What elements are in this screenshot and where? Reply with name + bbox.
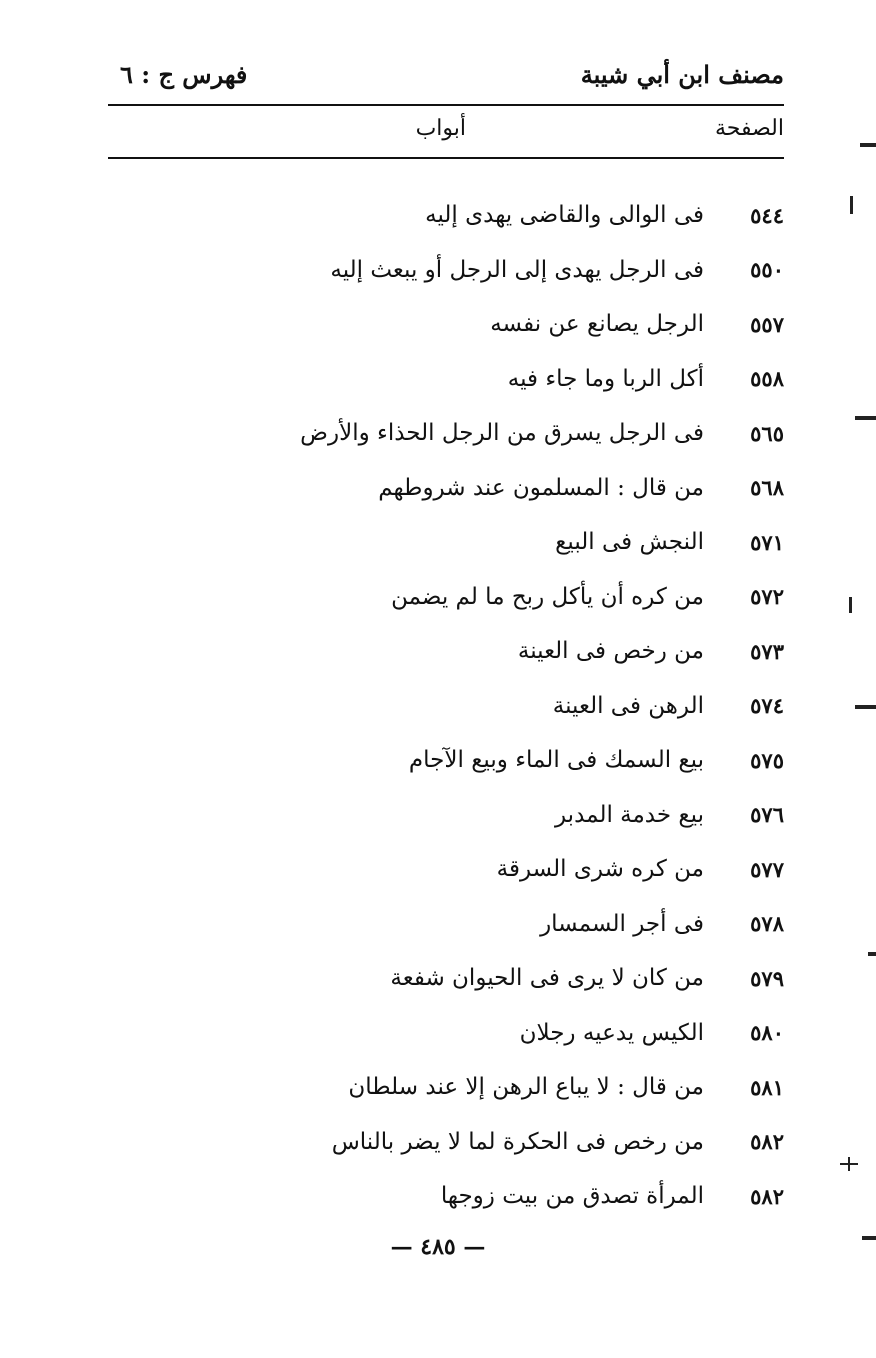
entry-page-number: ٥٥٨	[750, 366, 784, 392]
entry-page-number: ٥٧٤	[750, 693, 784, 719]
index-entry	[108, 951, 784, 1006]
entry-page-number: ٥٥٠	[750, 257, 784, 283]
index-entry	[108, 243, 784, 298]
entry-page-number: ٥٤٤	[750, 202, 784, 228]
entry-page-number: ٥٨١	[750, 1074, 784, 1100]
entry-title: من قال : المسلمون عند شروطهم	[378, 474, 704, 501]
index-entry	[108, 406, 784, 461]
entry-page-number: ٥٧٧	[750, 856, 784, 882]
margin-mark	[850, 196, 853, 214]
margin-mark	[848, 1157, 850, 1171]
entry-page-number: ٥٧٣	[750, 638, 784, 664]
index-entry	[108, 733, 784, 788]
margin-mark	[855, 416, 876, 420]
entry-page-number: ٥٧٢	[750, 584, 784, 610]
entry-page-number: ٥٧١	[750, 529, 784, 555]
entry-title: الكيس يدعيه رجلان	[519, 1019, 704, 1046]
chapters-column-header: أبواب	[415, 116, 466, 141]
entry-page-number: ٥٧٨	[750, 911, 784, 937]
entry-title: فى الوالى والقاضى يهدى إليه	[425, 202, 704, 229]
entry-title: من كره شرى السرقة	[496, 856, 704, 883]
entry-title: من كره أن يأكل ربح ما لم يضمن	[391, 583, 704, 610]
entry-title: الرهن فى العينة	[552, 692, 704, 719]
page-number: — ٤٨٥ —	[390, 1234, 486, 1260]
index-entry	[108, 1060, 784, 1115]
index-entry	[108, 1115, 784, 1170]
entry-title: من قال : لا يباع الرهن إلا عند سلطان	[348, 1074, 704, 1101]
entry-title: الرجل يصانع عن نفسه	[490, 311, 704, 338]
entry-page-number: ٥٧٩	[750, 965, 784, 991]
entry-page-number: ٥٧٥	[750, 747, 784, 773]
entry-title: من كان لا يرى فى الحيوان شفعة	[390, 965, 704, 992]
top-rule	[108, 104, 784, 106]
entry-page-number: ٥٦٥	[750, 420, 784, 446]
header-bottom-rule	[108, 157, 784, 159]
index-entry	[108, 1169, 784, 1224]
entry-title: فى الرجل يسرق من الرجل الحذاء والأرض	[300, 420, 704, 447]
entry-title: بيع السمك فى الماء وبيع الآجام	[408, 747, 704, 774]
index-entry	[108, 188, 784, 243]
entry-title: أكل الربا وما جاء فيه	[507, 365, 704, 392]
entry-title: من رخص فى العينة	[517, 638, 704, 665]
margin-mark	[862, 1236, 876, 1240]
column-headers	[108, 116, 784, 152]
entry-page-number: ٥٧٦	[750, 802, 784, 828]
entry-page-number: ٥٨٢	[750, 1183, 784, 1209]
index-entries	[108, 188, 784, 1224]
index-entry	[108, 570, 784, 625]
margin-mark	[868, 952, 876, 956]
volume-label: فهرس ج : ٦	[120, 60, 248, 89]
index-entry	[108, 842, 784, 897]
entry-title: من رخص فى الحكرة لما لا يضر بالناس	[331, 1128, 704, 1155]
entry-title: فى الرجل يهدى إلى الرجل أو يبعث إليه	[330, 256, 704, 283]
margin-mark	[855, 705, 876, 709]
entry-page-number: ٥٨٠	[750, 1020, 784, 1046]
entry-title: بيع خدمة المدبر	[554, 801, 704, 828]
index-entry	[108, 788, 784, 843]
index-entry	[108, 461, 784, 516]
index-entry	[108, 624, 784, 679]
index-entry	[108, 1006, 784, 1061]
book-title: مصنف ابن أبي شيبة	[580, 60, 784, 89]
page-column-header: الصفحة	[714, 116, 784, 141]
index-entry	[108, 897, 784, 952]
index-entry	[108, 352, 784, 407]
entry-page-number: ٥٨٢	[750, 1129, 784, 1155]
margin-mark	[860, 143, 876, 147]
entry-title: المرأة تصدق من بيت زوجها	[440, 1183, 704, 1210]
index-entry	[108, 297, 784, 352]
entry-page-number: ٥٦٨	[750, 475, 784, 501]
entry-title: النجش فى البيع	[555, 529, 704, 556]
entry-title: فى أجر السمسار	[540, 910, 704, 937]
running-head	[108, 60, 784, 100]
margin-mark	[849, 597, 852, 613]
index-entry	[108, 515, 784, 570]
entry-page-number: ٥٥٧	[750, 311, 784, 337]
index-entry	[108, 679, 784, 734]
